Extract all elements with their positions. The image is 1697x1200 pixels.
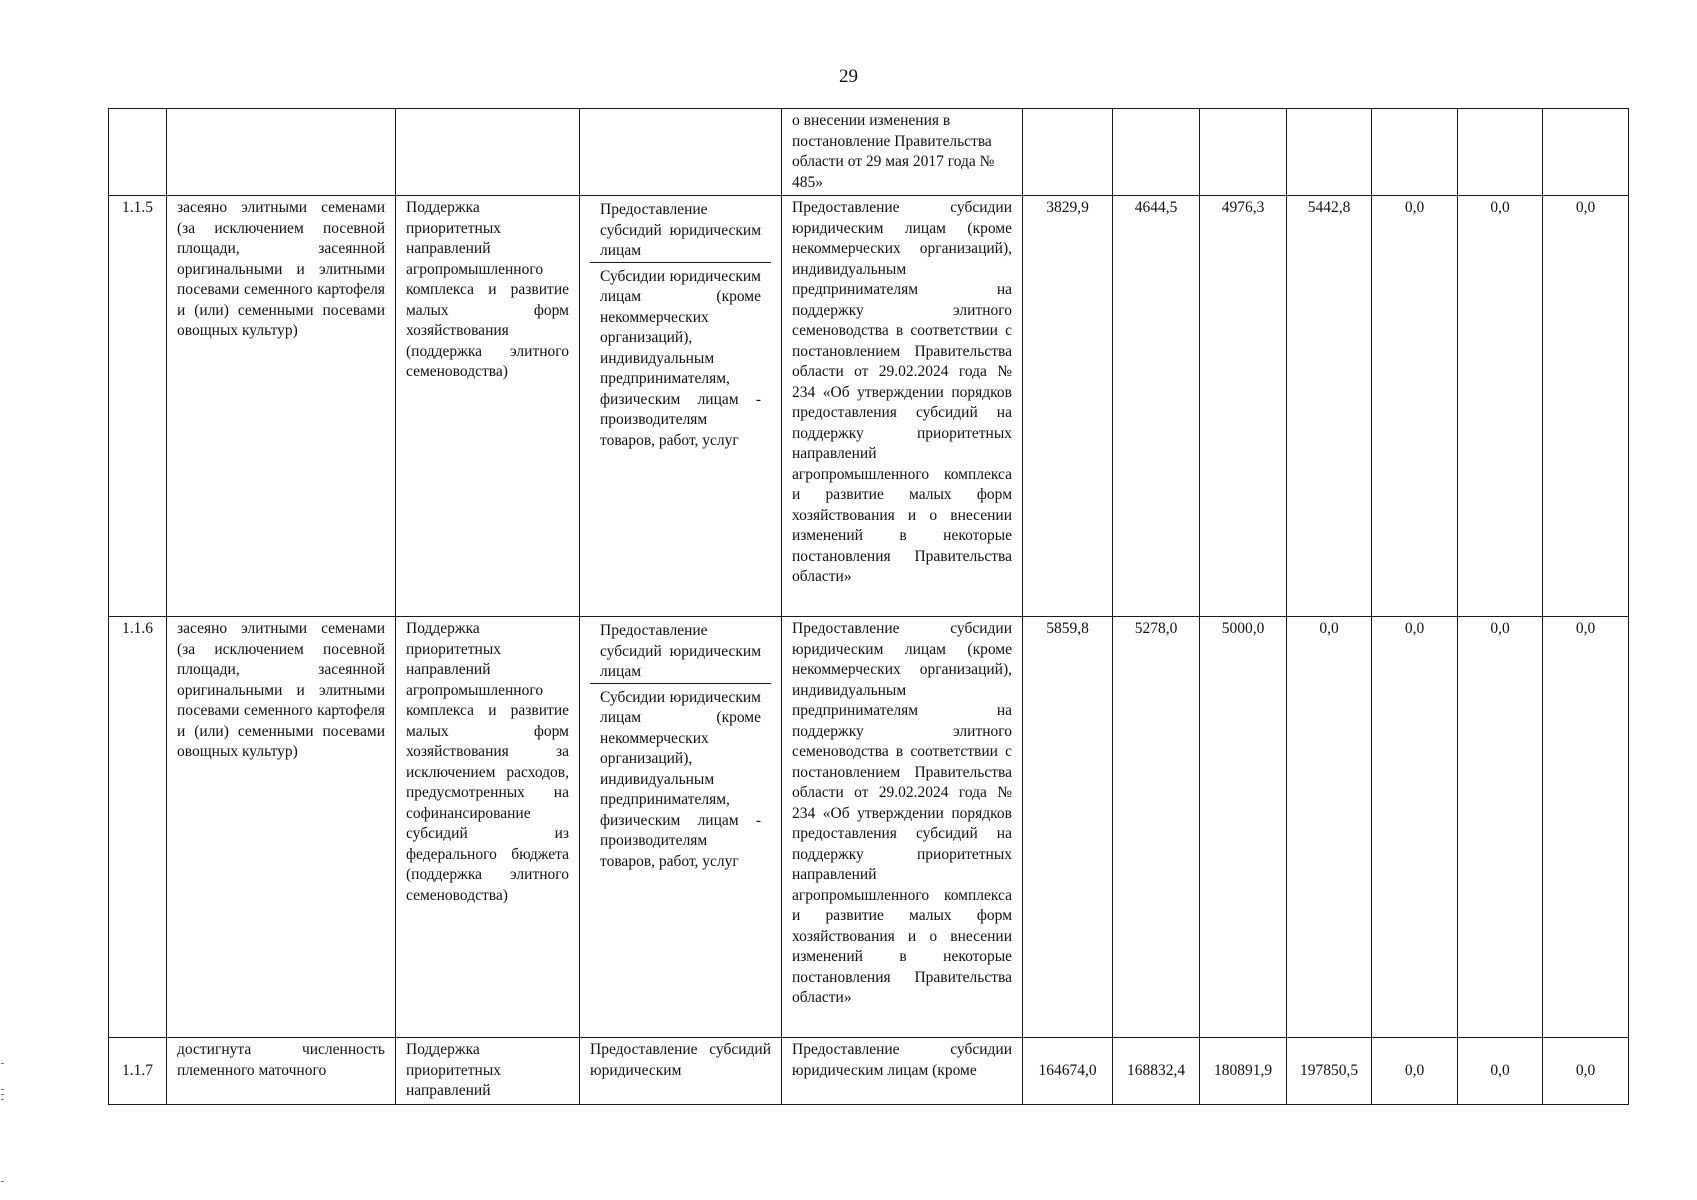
regulation-cell: Предоставление субсидии юридическим лицам (кроме некоммерческих организаций), индивидуальным предпринимателям на поддержку элитного семеноводства в соответствии с постановлением Правительства области от 29.02.2024 года № 234 «Об утверждении порядков предоставления субсидий на поддержку приоритетных направлений агропромышленного комплекса и развитие малых форм хозяйствования и о внесении изменений в некоторые постановления Правительства области» xyxy=(782,617,1023,1038)
indicator-cell: засеяно элитными семенами (за исключением посевной площади, засеянной оригинальными и элитными посевами семенного картофеля и (или) семенными посевами овощных культур) xyxy=(167,617,396,1038)
value-cell: 0,0 xyxy=(1372,617,1458,1038)
cell-value xyxy=(1458,109,1543,196)
cell-indicator xyxy=(167,109,396,196)
form-text: Предоставление субсидий юридическим лицам xyxy=(590,619,771,684)
value-cell: 5000,0 xyxy=(1200,617,1287,1038)
cell-value xyxy=(1372,109,1458,196)
table-row xyxy=(109,1038,1629,1105)
indicator-cell: достигнута численность племенного маточного xyxy=(167,1038,396,1105)
direction-cell: Поддержка приоритетных направлений xyxy=(396,1038,580,1105)
form-cell: Предоставление субсидий юридическим xyxy=(580,1038,782,1105)
form-text: Предоставление субсидий юридическим лицам xyxy=(590,198,771,263)
row-number: 1.1.5 xyxy=(109,196,167,617)
table-row xyxy=(109,617,1629,1038)
cell-value xyxy=(1543,109,1629,196)
cell-direction xyxy=(396,109,580,196)
value-cell: 197850,5 xyxy=(1287,1038,1372,1105)
direction-cell: Поддержка приоритетных направлений агропромышленного комплекса и развитие малых форм хозяйствования за исключением расходов, предусмотренных на софинансирование субсидий из федерального бюджета (поддержка элитного семеноводства) xyxy=(396,617,580,1038)
scan-mark xyxy=(1,1099,4,1100)
cell-value xyxy=(1287,109,1372,196)
value-cell: 0,0 xyxy=(1372,196,1458,617)
cell-value xyxy=(1113,109,1200,196)
table-row xyxy=(109,196,1629,617)
value-cell: 164674,0 xyxy=(1023,1038,1113,1105)
recipients-text: Субсидии юридическим лицам (кроме некоммерческих организаций), индивидуальным предпринимателям, физическим лицам - производителям товаров, работ, услуг xyxy=(600,267,761,449)
value-cell: 5859,8 xyxy=(1023,617,1113,1038)
value-cell: 0,0 xyxy=(1543,617,1629,1038)
cell-form xyxy=(580,109,782,196)
cell-regulation: о внесении изменения в постановление Правительства области от 29 мая 2017 года № 485» xyxy=(782,109,1023,196)
cell-value xyxy=(1200,109,1287,196)
value-cell: 3829,9 xyxy=(1023,196,1113,617)
scan-mark xyxy=(1,1094,4,1095)
value-cell: 0,0 xyxy=(1458,196,1543,617)
budget-table xyxy=(108,108,1629,1105)
scan-mark xyxy=(1,1089,4,1090)
recipients-text: Субсидии юридическим лицам (кроме некоммерческих организаций), индивидуальным предпринимателям, физическим лицам - производителям товаров, работ, услуг xyxy=(600,688,761,870)
value-cell: 4644,5 xyxy=(1113,196,1200,617)
continuation-row xyxy=(109,109,1629,196)
row-number: 1.1.6 xyxy=(109,617,167,1038)
scan-mark xyxy=(1,1063,4,1064)
cell-value xyxy=(1023,109,1113,196)
form-cell xyxy=(580,617,782,1038)
row-number: 1.1.7 xyxy=(109,1038,167,1105)
scan-mark xyxy=(1,1181,4,1182)
value-cell: 0,0 xyxy=(1458,617,1543,1038)
value-cell: 0,0 xyxy=(1543,196,1629,617)
form-cell xyxy=(580,196,782,617)
indicator-cell: засеяно элитными семенами (за исключением посевной площади, засеянной оригинальными и элитными посевами семенного картофеля и (или) семенными посевами овощных культур) xyxy=(167,196,396,617)
value-cell: 168832,4 xyxy=(1113,1038,1200,1105)
regulation-cell: Предоставление субсидии юридическим лицам (кроме xyxy=(782,1038,1023,1105)
value-cell: 5442,8 xyxy=(1287,196,1372,617)
value-cell: 0,0 xyxy=(1543,1038,1629,1105)
value-cell: 0,0 xyxy=(1458,1038,1543,1105)
value-cell: 4976,3 xyxy=(1200,196,1287,617)
cell-number xyxy=(109,109,167,196)
value-cell: 5278,0 xyxy=(1113,617,1200,1038)
value-cell: 0,0 xyxy=(1287,617,1372,1038)
value-cell: 0,0 xyxy=(1372,1038,1458,1105)
regulation-cell: Предоставление субсидии юридическим лицам (кроме некоммерческих организаций), индивидуальным предпринимателям на поддержку элитного семеноводства в соответствии с постановлением Правительства области от 29.02.2024 года № 234 «Об утверждении порядков предоставления субсидий на поддержку приоритетных направлений агропромышленного комплекса и развитие малых форм хозяйствования и о внесении изменений в некоторые постановления Правительства области» xyxy=(782,196,1023,617)
direction-cell: Поддержка приоритетных направлений агропромышленного комплекса и развитие малых форм хозяйствования (поддержка элитного семеноводства) xyxy=(396,196,580,617)
page-number: 29 xyxy=(839,66,858,87)
value-cell: 180891,9 xyxy=(1200,1038,1287,1105)
